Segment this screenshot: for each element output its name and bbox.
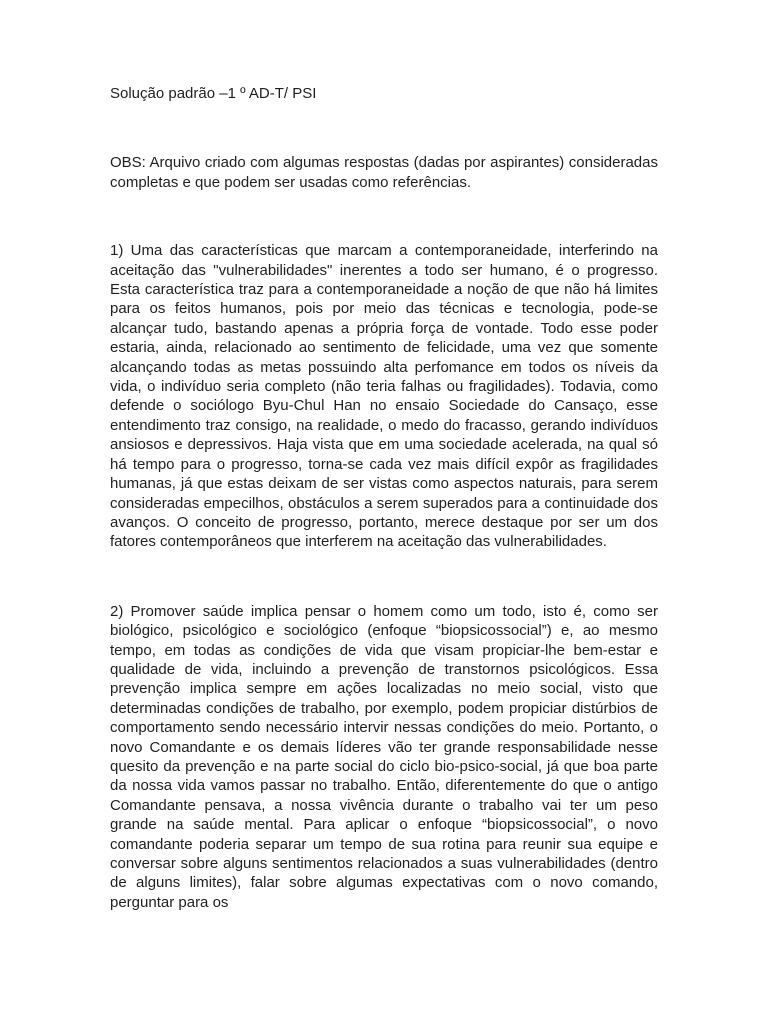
- answer-1: 1) Uma das características que marcam a contemporaneidade, interferindo na aceitação das "vulnerabilidades" inerentes a todo ser humano, é o progresso. Esta característica traz para a contemporaneidade a noção de que não há limites para os feitos humanos, pois por meio das técnicas e tecnologia, pode-se alcançar tudo, bastando apenas a própria força de vontade. Todo esse poder estaria, ainda, relacionado ao sentimento de felicidade, uma vez que somente alcançando todas as metas possuindo alta perfomance em todos os níveis da vida, o indivíduo seria completo (não teria falhas ou fragilidades). Todavia, como defende o sociólogo Byu-Chul Han no ensaio Sociedade do Cansaço, esse entendimento traz consigo, na realidade, o medo do fracasso, gerando indivíduos ansiosos e depressivos. Haja vista que em uma sociedade acelerada, na qual só há tempo para o progresso, torna-se cada vez mais difícil expôr as fragilidades humanas, já que estas deixam de ser vistas como aspectos naturais, para serem consideradas empecilhos, obstáculos a serem superados para a continuidade dos avanços. O conceito de progresso, portanto, merece destaque por ser um dos fatores contemporâneos que interferem na aceitação das vulnerabilidades.: [110, 242, 658, 551]
- answer-2: 2) Promover saúde implica pensar o homem como um todo, isto é, como ser biológico, psicológico e sociológico (enfoque “biopsicossocial”) e, ao mesmo tempo, em todas as condições de vida que visam propiciar-lhe bem-estar e qualidade de vida, incluindo a prevenção de transtornos psicológicos. Essa prevenção implica sempre em ações localizadas no meio social, visto que determinadas condições de trabalho, por exemplo, podem propiciar distúrbios de comportamento sendo necessário intervir nessas condições do meio. Portanto, o novo Comandante e os demais líderes vão ter grande responsabilidade nesse quesito da prevenção e na parte social do ciclo bio-psico-social, já que boa parte da nossa vida vamos passar no trabalho. Então, diferentemente do que o antigo Comandante pensava, a nossa vivência durante o trabalho vai ter um peso grande na saúde mental. Para aplicar o enfoque “biopsicossocial”, o novo comandante poderia separar um tempo de sua rotina para reunir sua equipe e conversar sobre alguns sentimentos relacionados a suas vulnerabilidades (dentro de alguns limites), falar sobre algumas expectativas com o novo comando, perguntar para os: [110, 602, 658, 911]
- obs-note: OBS: Arquivo criado com algumas respostas (dadas por aspirantes) consideradas completas e que podem ser usadas como referências.: [110, 154, 658, 191]
- document-body: [110, 84, 658, 912]
- document-title: Solução padrão –1 º AD-T/ PSI: [110, 85, 317, 102]
